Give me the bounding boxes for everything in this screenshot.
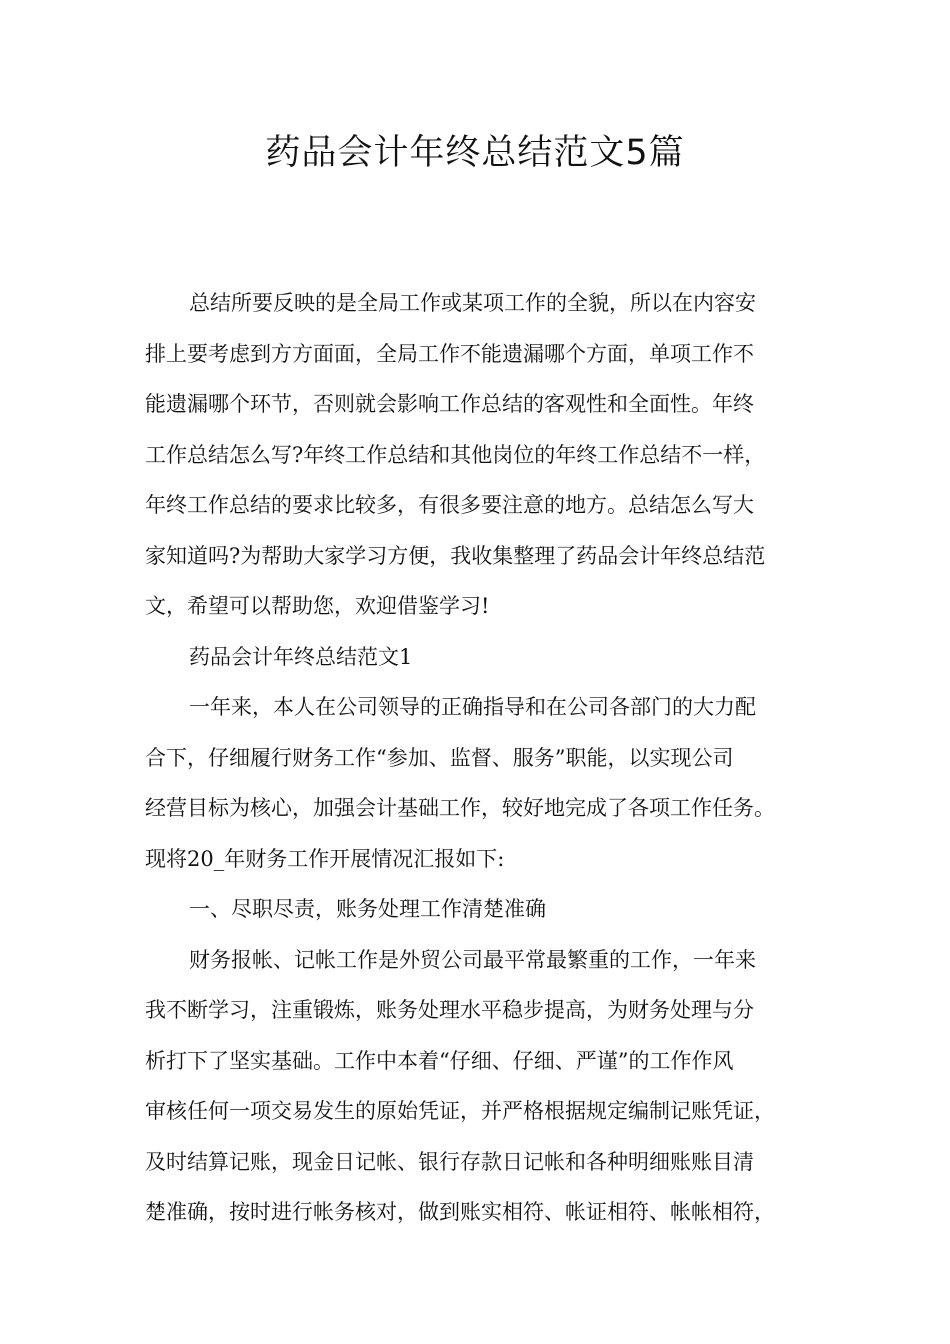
text-line: 及时结算记账，现金日记帐、银行存款日记帐和各种明细账账目清 xyxy=(145,1149,754,1174)
text-line: 我不断学习，注重锻炼，账务处理水平稳步提高，为财务处理与分 xyxy=(145,998,754,1022)
document-body xyxy=(145,278,825,1238)
text-line: 楚准确，按时进行帐务核对，做到账实相符、帐证相符、帐帐相符， xyxy=(145,1200,775,1224)
text-line: 合下，仔细履行财务工作“参加、监督、服务”职能，以实现公司 xyxy=(145,745,734,770)
text-line: 审核任何一项交易发生的原始凭证，并严格根据规定编制记账凭证， xyxy=(145,1099,775,1123)
text-line: 财务报帐、记帐工作是外贸公司最平常最繁重的工作，一年来 xyxy=(189,947,756,972)
text-line: 析打下了坚实基础。工作中本着“仔细、仔细、严谨”的工作作风 xyxy=(145,1048,734,1073)
text-line: 现将20_年财务工作开展情况汇报如下: xyxy=(145,846,505,871)
text-line: 药品会计年终总结范文1 xyxy=(189,644,413,669)
text-line: 年终工作总结的要求比较多，有很多要注意的地方。总结怎么写大 xyxy=(145,493,754,517)
text-line: 经营目标为核心，加强会计基础工作，较好地完成了各项工作任务。 xyxy=(145,796,775,820)
text-line: 工作总结怎么写?年终工作总结和其他岗位的年终工作总结不一样， xyxy=(145,442,766,467)
text-line: 排上要考虑到方方面面，全局工作不能遗漏哪个方面，单项工作不 xyxy=(145,341,754,366)
document-title: 药品会计年终总结范文5篇 xyxy=(265,133,685,173)
text-line: 家知道吗?为帮助大家学习方便，我收集整理了药品会计年终总结范 xyxy=(145,543,766,568)
text-line: 文，希望可以帮助您，欢迎借鉴学习! xyxy=(145,594,490,618)
text-line: 总结所要反映的是全局工作或某项工作的全貌，所以在内容安 xyxy=(189,291,756,315)
text-line: 一、尽职尽责，账务处理工作清楚准确 xyxy=(189,897,546,921)
text-line: 能遗漏哪个环节，否则就会影响工作总结的客观性和全面性。年终 xyxy=(145,392,754,416)
text-line: 一年来，本人在公司领导的正确指导和在公司各部门的大力配 xyxy=(189,695,756,719)
